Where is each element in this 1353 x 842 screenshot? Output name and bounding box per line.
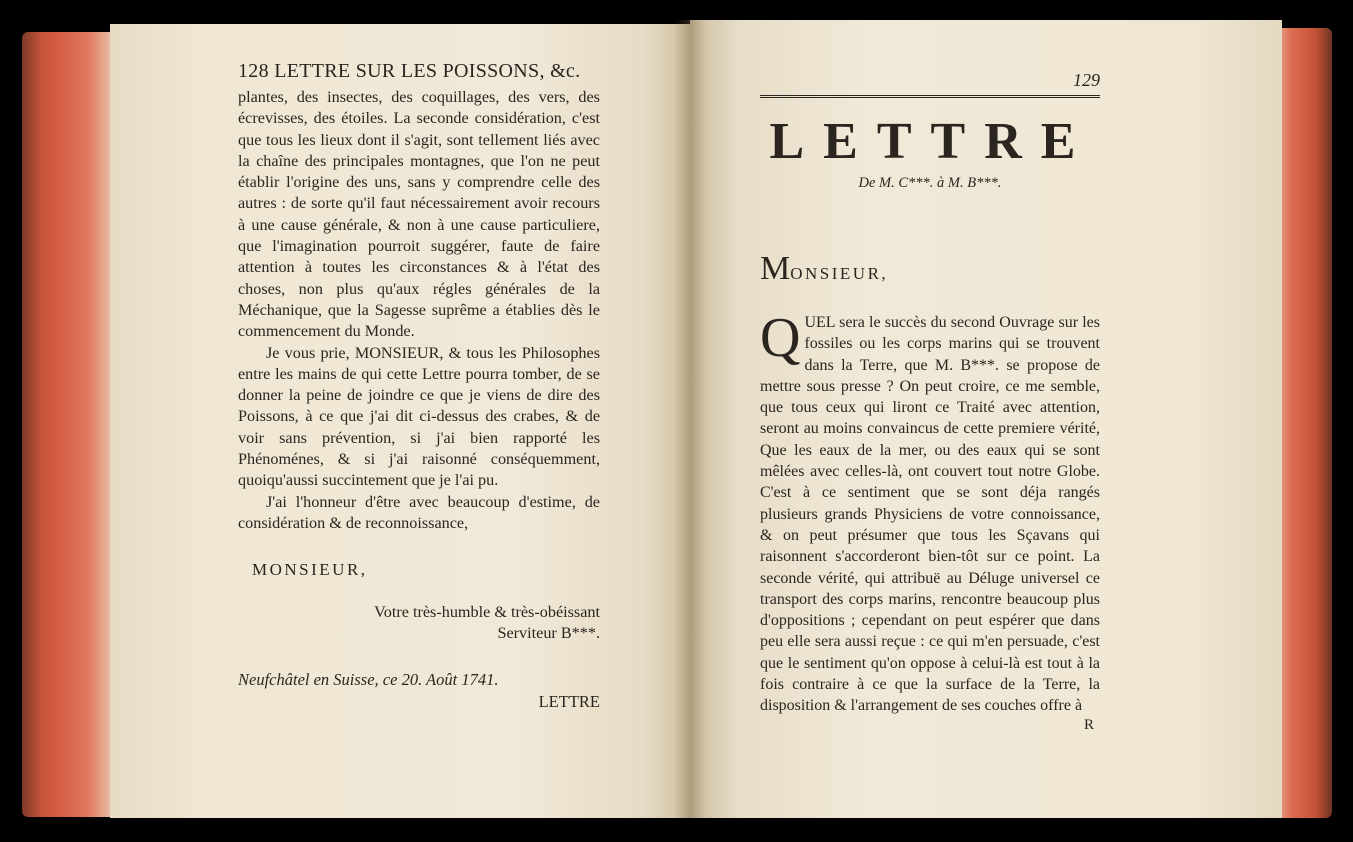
dateline: Neufchâtel en Suisse, ce 20. Août 1741.: [238, 670, 499, 690]
book-gutter: [674, 20, 706, 818]
header-rule: [760, 95, 1100, 100]
catchword-right: R: [1083, 716, 1094, 733]
catchword-left: LETTRE: [538, 692, 600, 712]
right-body: [760, 307, 1100, 717]
salutation-rest: ONSIEUR,: [790, 264, 889, 283]
salutation: [760, 250, 1100, 288]
closing-line-1: Votre très-humble & très-obéissant: [374, 603, 600, 622]
drop-cap: Q: [760, 307, 801, 369]
paragraph-3: J'ai l'honneur d'être avec beaucoup d'estime, de considération & de reconnoissance,: [238, 492, 600, 532]
left-page-text: [238, 60, 600, 712]
left-body: [238, 87, 600, 534]
paragraph-1: plantes, des insectes, des coquillages, des vers, des écrevisses, des étoiles. La seconde considération, c'est que tous les lieux dont il s'agit, sont tellement liés avec la chaîne des principales montagnes, que l'on ne peut établir l'origine des uns, sans y comprendre celle des autres : de sorte qu'il faut nécessairement avoir recours à une cause générale, & non à une cause particuliere, que l'imagination pourroit suggérer, faute de faire attention à toutes les circonstances & à l'état des choses, non plus qu'aux régles générales de la Méchanique, que la Sagesse suprême a établies dès le commencement du Monde.: [238, 88, 600, 341]
right-page-text: [760, 70, 1100, 734]
letter-subtitle: De M. C***. à M. B***.: [858, 175, 1002, 191]
right-paragraph: UEL sera le succès du second Ouvrage sur les fossiles ou les corps marins qui se trouvent dans la Terre, que M. B***. se propose de mettre sous presse ? On peut croire, ce me semble, que tous ceux qui liront ce Traité avec attention, seront au moins convaincus de cette premiere vérité, Que les eaux de la mer, ou des eaux qui se sont mêlées avec celles-là, ont couvert tout notre Globe. C'est à ce sentiment que se sont déja rangés plusieurs grands Physiciens de votre connoissance, & on peut présumer que tous les Sçavans qui raisonnent s'accorderont bien-tôt sur ce point. La seconde vérité, qui attribuë au Déluge universel ce transport des corps marins, rencontre beaucoup plus d'oppositions ; cependant on peut espérer que dans peu elle sera aussi reçue : ce qui m'en persuade, c'est que le sentiment qu'on oppose à celui-là est tout à la fois contraire à ce que la surface de la Terre, la disposition & l'arrangement de ses couches offre à: [760, 314, 1100, 715]
letter-title: LETTRE: [769, 113, 1095, 170]
salutation-initial: M: [760, 250, 791, 287]
paragraph-2: Je vous prie, MONSIEUR, & tous les Philosophes entre les mains de qui cette Lettre pourra tomber, de se donner la peine de joindre ce que je viens de dire des Poissons, à ce que j'ai dit ci-dessus des crabes, & de voir sans prévention, si j'ai bien rapporté les Phénoménes, & si j'ai raisonné conséquemment, quoiqu'aussi succintement que je l'ai pu.: [238, 343, 600, 490]
closing-formula: [238, 602, 600, 644]
page-number: 129: [1073, 70, 1100, 90]
open-book: [22, 20, 1332, 826]
signature-heading: MONSIEUR,: [252, 560, 368, 580]
closing-line-2: Serviteur B***.: [497, 624, 600, 643]
left-page-edges: [22, 32, 118, 817]
running-header: 128 LETTRE SUR LES POISSONS, &c.: [238, 60, 581, 82]
